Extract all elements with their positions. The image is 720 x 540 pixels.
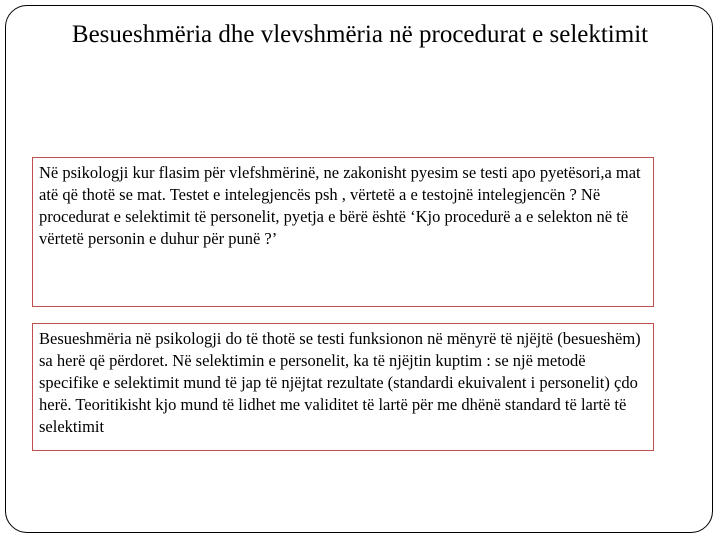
slide-title: Besueshmëria dhe vlevshmëria në procedurat e selektimit	[71, 21, 649, 48]
paragraph-box-validity: Në psikologji kur flasim për vlefshmërinë, ne zakonisht pyesim se testi apo pyetësori,a mat atë që thotë se mat. Testet e intelegjencës psh , vërtetë a e testojnë intelegjencën ? Në procedurat e selektimit të personelit, pyetja e bërë është ‘Kjo procedurë a e selekton në të vërtetë personin e duhur për punë ?’	[32, 157, 654, 307]
paragraph-box-reliability: Besueshmëria në psikologji do të thotë se testi funksionon në mënyrë të njëjtë (besueshëm) sa herë që përdoret. Në selektimin e personelit, ka të njëjtin kuptim : se një metodë specifike e selektimit mund të jap të njëjtat rezultate (standardi ekuivalent i personelit) çdo herë. Teoritikisht kjo mund të lidhet me validitet të lartë për me dhënë standard të lartë të selektimit	[32, 323, 654, 451]
